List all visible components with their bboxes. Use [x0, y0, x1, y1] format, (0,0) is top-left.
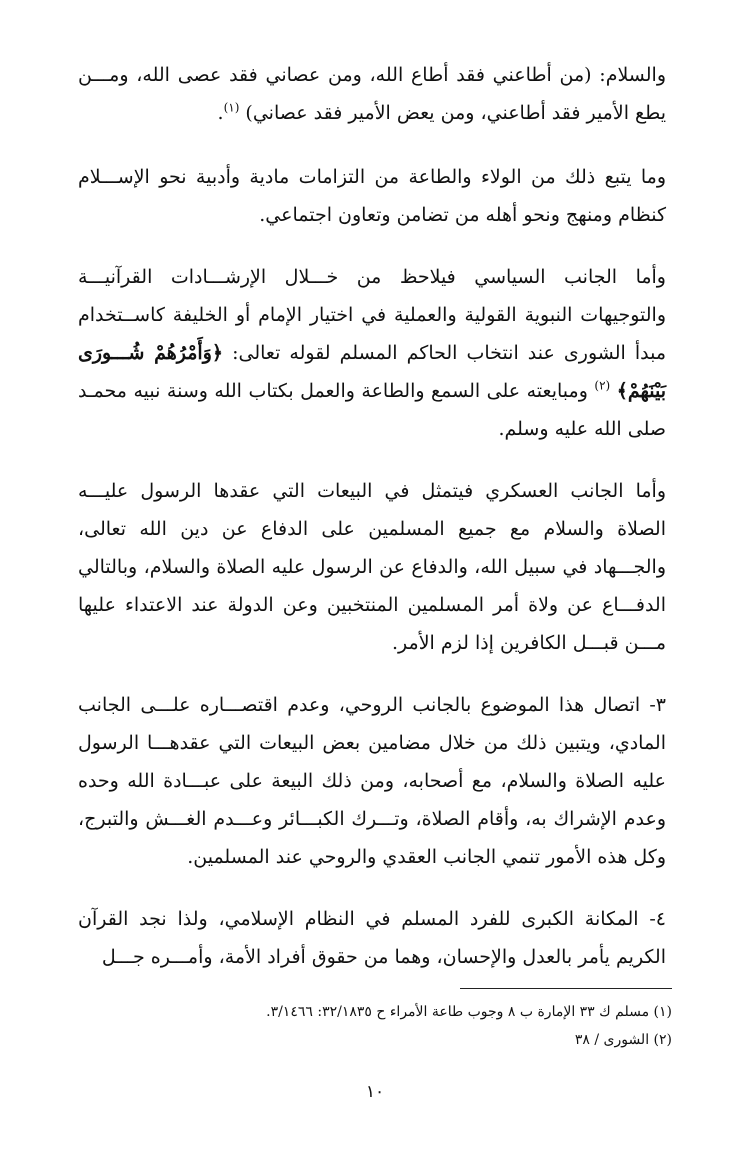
- footnotes: [78, 998, 672, 1054]
- text-run: وأما الجانب العسكري فيتمثل في البيعات التي عقدها الرسول عليـــه الصلاة والسلام مع جميع المسلمين على الدفاع عن دين الله تعالى، والجـــهاد في سبيل الله، والدفاع عن الرسول عليه الصلاة والسلام، وبالتالي الدفـــاع عن ولاة أمر المسلمين المنتخبين وعن الدولة عند الاعتداء عليها مـــن قبـــل الكافرين إذا لزم الأمر.: [78, 480, 666, 654]
- footnote-marker: (٢): [594, 378, 611, 393]
- quran-verse: ﴿وَأَمْرُهُمْ شُـــورَى بَيْنَهُمْ﴾: [78, 342, 666, 402]
- body-text: [78, 56, 666, 1000]
- paragraph: [78, 686, 666, 876]
- footnote: (١) مسلم ك ٣٣ الإمارة ب ٨ وجوب طاعة الأمراء ح ٣٢/١٨٣٥: ٣/١٤٦٦.: [266, 1004, 672, 1020]
- text-run: ومبايعته على السمع والطاعة والعمل بكتاب الله وسنة نبيه محمـد صلى الله عليه وسلم.: [78, 380, 666, 440]
- text-run: ٣- اتصال هذا الموضوع بالجانب الروحي، وعدم اقتصـــاره علـــى الجانب المادي، ويتبين ذلك من خلال مضامين بعض البيعات التي عقدهـــا الرسول عليه الصلاة والسلام، مع أصحابه، ومن ذلك البيعة على عبـــادة الله وحده وعدم الإشراك به، وأقام الصلاة، وتـــرك الكبـــائر وعـــدم الغـــش والتبرج، وكل هذه الأمور تنمي الجانب العقدي والروحي عند المسلمين.: [78, 694, 666, 868]
- paragraph: [78, 258, 666, 448]
- footnote-marker: (١): [223, 100, 240, 115]
- text-run: ٤- المكانة الكبرى للفرد المسلم في النظام الإسلامي، ولذا نجد القرآن الكريم يأمر بالعدل والإحسان، وهما من حقوق أفراد الأمة، وأمـــره جـــل: [78, 908, 666, 968]
- text-run: والسلام: (من أطاعني فقد أطاع الله، ومن عصاني فقد عصى الله، ومـــن يطع الأمير فقد أطاعني، ومن يعض الأمير فقد عصاني): [78, 64, 666, 124]
- text-run: .: [217, 102, 224, 124]
- paragraph: [78, 56, 666, 132]
- text-run: وأما الجانب السياسي فيلاحظ من خـــلال الإرشـــادات القرآنيـــة والتوجيهات النبوية القولية والعملية في اختيار الإمام أو الخليفة كاســتخدام مبدأ الشورى عند انتخاب الحاكم المسلم لقوله تعالى:: [78, 266, 666, 364]
- text-run: وما يتبع ذلك من الولاء والطاعة من التزامات مادية وأدبية نحو الإســـلام كنظام ومنهج ونحو أهله من تضامن وتعاون اجتماعي.: [78, 166, 666, 226]
- paragraph: [78, 900, 666, 976]
- paragraph: [78, 158, 666, 234]
- footnote-separator: [460, 988, 672, 989]
- page-number: ١٠: [365, 1082, 385, 1102]
- paragraph: [78, 472, 666, 662]
- footnote: (٢) الشورى / ٣٨: [574, 1032, 672, 1048]
